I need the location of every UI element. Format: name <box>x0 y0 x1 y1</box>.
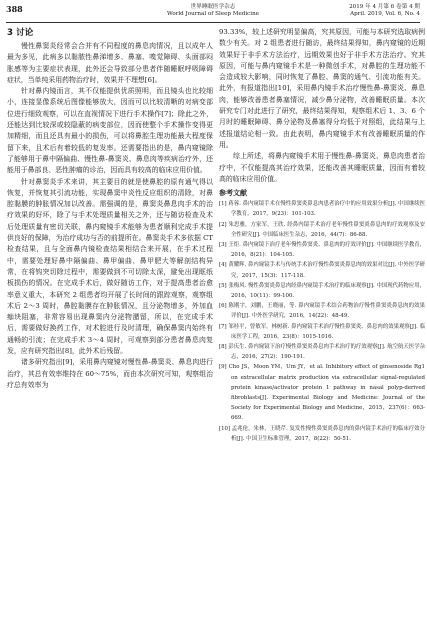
reference-item: [5] 张梅风. 慢性鼻窦炎鼻息肉经鼻内窥镜手术治疗的临床观察[J]. 中国现代药物应用，2016，10(11)：99-100. <box>219 282 425 299</box>
page-header <box>6 4 420 22</box>
page-number: 388 <box>6 4 23 14</box>
body-paragraph: 93.33%，较上述研究明显偏高，究其原因，可能与本研究选取病例数少有关。对 2 组患者进行随访，最终结果得知，鼻内窥镜的近期效果好于非手术方法治疗，远期效果也好于非手术方法治疗。究其原因，可能与鼻内窥镜手术是一种微创手术，对鼻腔的生理功能不会造成较大影响，同时恢复了鼻腔、鼻窦的通气、引流功能有关。此外，有报道指出[10]，采用鼻内镜手术治疗慢性鼻-鼻窦炎、鼻息肉，能够改善患者鼻塞情况，减少鼻分泌物，改善睡眠质量。本次研究专门对此进行了研究，最终结果得知，观察组术后 1、3、6 个月时的睡眠障碍、鼻分泌物及鼻塞得分均低于对照组，此结果与上述报道结论相一致。由此表明，鼻内窥镜手术有改善睡眠质量的作用。 <box>219 28 425 149</box>
header-divider <box>6 22 420 23</box>
body-paragraph: 综上所述，将鼻内窥镜手术用于慢性鼻-鼻窦炎、鼻息肉患者治疗中，不仅能提高其治疗效果，还能改善其睡眠质量，因而有着较高的临床应用价值。 <box>219 152 425 183</box>
reference-item: [2] 朱思雅，方家军，王欣. 经鼻内镜手术治疗老年慢性鼻窦炎鼻息肉的疗效观察及安全性研究[J]. 中国临床医生杂志，2016，44(7)：86-88. <box>219 221 425 238</box>
reference-item: [1] 蒋蓉. 鼻内窥镜手术在慢性鼻窦炎鼻息肉患者治疗中的应用效果分析[J]. 中国继续医学教育，2017，9(23)：101-103. <box>219 201 425 218</box>
reference-item: [8] 彭庆生. 鼻内窥镜下治疗慢性鼻窦炎鼻息肉手术治疗的疗效观察[J]. 航空航天医学杂志，2016，27(2)：190-191. <box>219 344 425 361</box>
body-paragraph: 针对鼻窦炎手术来讲，其主要目的就是使鼻腔的原有通气得以恢复，并恢复其引流功能，实现鼻窦中炎性反应组织的清除，对鼻腔黏膜的肿胀情况加以改善。需强调的是，鼻窦炎鼻息肉手术的治疗效果的好坏，除了与手术处理质量相关之外，还与随访检查及术后处理质量有密切关联，鼻内窥镜手术能够为患者顺利完成手术提供良好的保障，为治疗成功与否的前提所在。鼻窦炎手术多依据 CT 检查结果，且与全面鼻内镜检查结果相结合来开展，在手术过程中，需要处理好鼻中隔偏曲、鼻甲偏曲、鼻甲肥大等解剖结构异常，在将钩突切除过程中，需要做到不可切除太深，避免出现眶纸板损伤的情况。在完成手术后，做好随访工作，对于提高患者治愈率意义重大，本研究 2 组患者均开展了长时间的跟踪观察，观察组术后 2～3 周时，鼻腔黏膜存在肿胀情况，且分泌物增多，外加血痂块阻塞，非常容易出现鼻窦内分泌物潴留，所以，在完成手术后，需要做好换药工作，对术腔进行及时清理，确保鼻窦内始终有通畅的引流；在完成手术 3～4 周时，可观察到部分患者鼻息肉复发，应有研究指出[8]，此外术后残留。 <box>7 177 213 356</box>
journal-title-cn: 世界睡眠医学杂志 <box>190 4 236 10</box>
references-heading: 参考文献 <box>219 189 247 198</box>
issue-info-en: April. 2019, Vol. 6, No. 4 <box>350 10 420 17</box>
issue-info-cn: 2019 年 4 月第 6 卷第 4 期 <box>349 4 420 10</box>
reference-item: [10] 孟兆伦，朱林，王晓芹. 复发性慢性鼻窦炎鼻息肉的鼻内镜手术治疗的临床疗效分析[J]. 中国卫生标准管理，2017，8(22)：50-51. <box>219 425 425 442</box>
reference-item: [3] 王炬. 鼻内窥镜下治疗老年慢性鼻窦炎、鼻息肉的疗效评价[J]. 中国继续医学教育，2016，8(21)：104-105. <box>219 241 425 259</box>
left-column <box>7 27 213 391</box>
section-heading: 3 讨论 <box>7 28 34 38</box>
journal-title <box>118 4 308 17</box>
issue-info <box>349 4 420 17</box>
reference-item: [4] 黄耀辉. 鼻内窥镜手术与传统手术治疗慢性鼻窦炎鼻息肉的效果对比[J]. 中外医学研究，2017，15(3)：117-118. <box>219 262 425 279</box>
right-column <box>219 27 425 444</box>
body-paragraph: 针对鼻内镜而言，其不仅能提供优质照明，而且镜头也比较细小，连接显像系统后图像能够放大，因而可以比较清晰的对病变部位进行细致观察，可以在直视情况下进行手术操作[7]；除此之外，还能达到比较深或较隐蔽的病变部位，因而使整个手术操作变得更加精细，而且还具有最小的损伤，可以将鼻腔生理功能最大程度保留下来，且术后有着较低的复发率。还需要指出的是，鼻内窥镜除了能够用于鼻中隔偏曲、慢性鼻-鼻窦炎、鼻息肉等疾病治疗外，还能用于鼻部良、恶性肿瘤的诊治，因而具有较高的临床应用价值。 <box>7 87 213 175</box>
body-paragraph: 诸多研究指出[9]，采用鼻内窥镜对慢性鼻-鼻窦炎、鼻息肉进行治疗，其总有效率维持在 60～75%，而由本次研究可知，观察组治疗总有效率为 <box>7 358 213 389</box>
reference-item: [7] 邹桂平，曾敏军，林树新. 鼻内窥镜手术治疗慢性鼻窦炎、鼻息肉的效果观察[J]. 临床医学工程，2016，23(8)：1015-1016. <box>219 323 425 340</box>
reference-item: [9] Cho JS，Moon YM，Um JY，et al. Inhibitory effect of ginsenoside Rg1 on extracellular matrix production via extracellular signal-regulated protein kinase/activator protein 1 pathway in nasal polyp-derived fibroblasts[J]. Experimental Biology and Medicine: Journal of the Society for Experimental Biology and Medicine，2015，237(6)：663-669. <box>219 364 425 422</box>
reference-item: [6] 陈刚宇，刘鹏，王晓丽，等. 鼻内窥镜手术结合药物治疗慢性鼻窦炎鼻息肉的效果评价[J]. 中外医学研究，2016，14(22)：48-49. <box>219 303 425 320</box>
body-paragraph: 慢性鼻窦炎经常会合并有不同程度的鼻息肉情况，且以成年人最为多见，此病多以黏脓性鼻涕增多、鼻塞、嗅觉障碍、头面部闷胀感等为主要症状表现，此外还会导致部分患者伴随睡眠呼吸障碍症状，当单纯采用药物治疗时，效果并不理想[6]。 <box>7 42 213 84</box>
journal-title-en: World Journal of Sleep Medicine <box>166 10 259 17</box>
